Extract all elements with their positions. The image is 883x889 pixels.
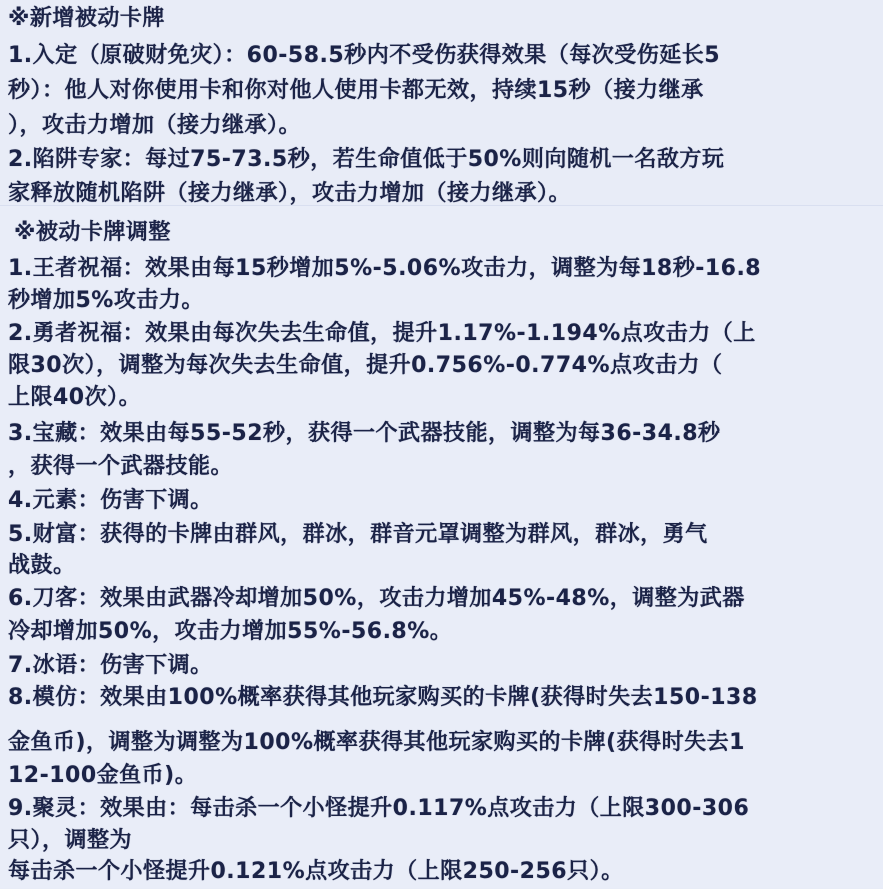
text-line: 每击杀一个小怪提升0.121%点攻击力（上限250-256只）。	[8, 859, 624, 884]
text-line: 金鱼币)，调整为调整为100%概率获得其他玩家购买的卡牌(获得时失去1	[8, 730, 745, 755]
section-title-adjustments: ※被动卡牌调整	[14, 220, 171, 245]
text-line: 只），调整为	[8, 828, 133, 853]
new-cards-panel	[0, 0, 883, 213]
text-line: 秒增加5%攻击力。	[8, 288, 204, 313]
section-title-new-cards: ※新增被动卡牌	[8, 6, 165, 31]
text-line: 6.刀客：效果由武器冷却增加50%，攻击力增加45%-48%，调整为武器	[8, 586, 745, 611]
text-line: 3.宝藏：效果由每55-52秒，获得一个武器技能，调整为每36-34.8秒	[8, 421, 721, 446]
text-line: 秒）：他人对你使用卡和你对他人使用卡都无效，持续15秒（接力继承	[8, 78, 704, 103]
text-line: ），攻击力增加（接力继承）。	[8, 113, 302, 138]
text-line: ，获得一个武器技能。	[8, 454, 234, 479]
adjustments-panel	[0, 206, 883, 888]
text-line: 9.聚灵：效果由：每击杀一个小怪提升0.117%点攻击力（上限300-306	[8, 796, 750, 821]
text-line: 12-100金鱼币)。	[8, 763, 198, 788]
text-line: 1.入定（原破财免灾）：60-58.5秒内不受伤获得效果（每次受伤延长5	[8, 43, 721, 68]
text-line: 1.王者祝福：效果由每15秒增加5%-5.06%攻击力，调整为每18秒-16.8	[8, 256, 762, 281]
text-line: 冷却增加50%，攻击力增加55%-56.8%。	[8, 619, 453, 644]
text-line: 限30次），调整为每次失去生命值，提升0.756%-0.774%点攻击力（	[8, 353, 723, 378]
text-line: 家释放随机陷阱（接力继承），攻击力增加（接力继承）。	[8, 181, 572, 206]
text-line: 8.模仿：效果由100%概率获得其他玩家购买的卡牌(获得时失去150-138	[8, 685, 758, 710]
text-line: 战鼓。	[8, 553, 76, 578]
text-line: 4.元素：伤害下调。	[8, 488, 213, 513]
text-line: 7.冰语：伤害下调。	[8, 653, 213, 678]
text-line: 上限40次）。	[8, 385, 142, 410]
text-line: 2.勇者祝福：效果由每次失去生命值，提升1.17%-1.194%点攻击力（上	[8, 321, 756, 346]
text-line: 2.陷阱专家：每过75-73.5秒，若生命值低于50%则向随机一名敌方玩	[8, 147, 725, 172]
text-line: 5.财富：获得的卡牌由群风，群冰，群音元罩调整为群风，群冰，勇气	[8, 522, 708, 547]
